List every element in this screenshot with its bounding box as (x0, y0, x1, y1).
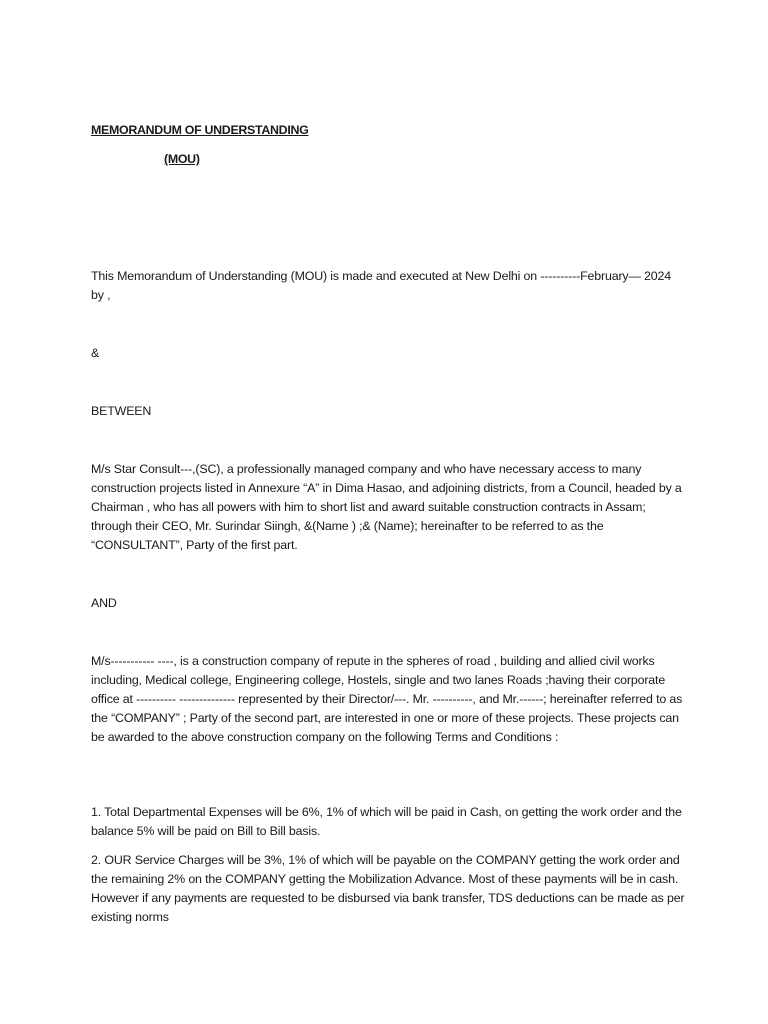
ampersand-line: & (91, 346, 100, 360)
first-party-paragraph: M/s Star Consult---,(SC), a professionally managed company and who have necessary access to many construction projects listed in Annexure “A” in Dima Hasao, and adjoining districts, from a Council, headed by a Chairman , who has all powers with him to short list and award suitable construction contracts in Assam; through their CEO, Mr. Surindar Siingh, &(Name ) ;& (Name); hereinafter to be referred to as the “CONSULTANT”, Party of the first part. (91, 462, 682, 552)
between-heading: BETWEEN (91, 404, 152, 418)
term-item-1: 1. Total Departmental Expenses will be 6%, 1% of which will be paid in Cash, on getting the work order and the balance 5% will be paid on Bill to Bill basis. (91, 805, 682, 838)
intro-paragraph: This Memorandum of Understanding (MOU) is made and executed at New Delhi on ----------February— 2024 by , (91, 269, 671, 302)
and-heading: AND (91, 596, 117, 610)
second-party-paragraph: M/s----------- ----, is a construction company of repute in the spheres of road , building and allied civil works including, Medical college, Engineering college, Hostels, single and two lanes Roads ;having their corporate office at ---------- -------------- represented by their Director/---. Mr. ----------, and Mr.------; hereinafter referred to as the “COMPANY” ; Party of the second part, are interested in one or more of these projects. These projects can be awarded to the above construction company on the following Terms and Conditions : (91, 654, 683, 744)
document-title: MEMORANDUM OF UNDERSTANDING (91, 123, 309, 137)
document-subtitle: (MOU) (164, 152, 200, 166)
term-item-2: 2. OUR Service Charges will be 3%, 1% of which will be payable on the COMPANY getting the work order and the remaining 2% on the COMPANY getting the Mobilization Advance. Most of these payments will be in cash. However if any payments are requested to be disbursed via bank transfer, TDS deductions can be made as per existing norms (91, 853, 685, 924)
